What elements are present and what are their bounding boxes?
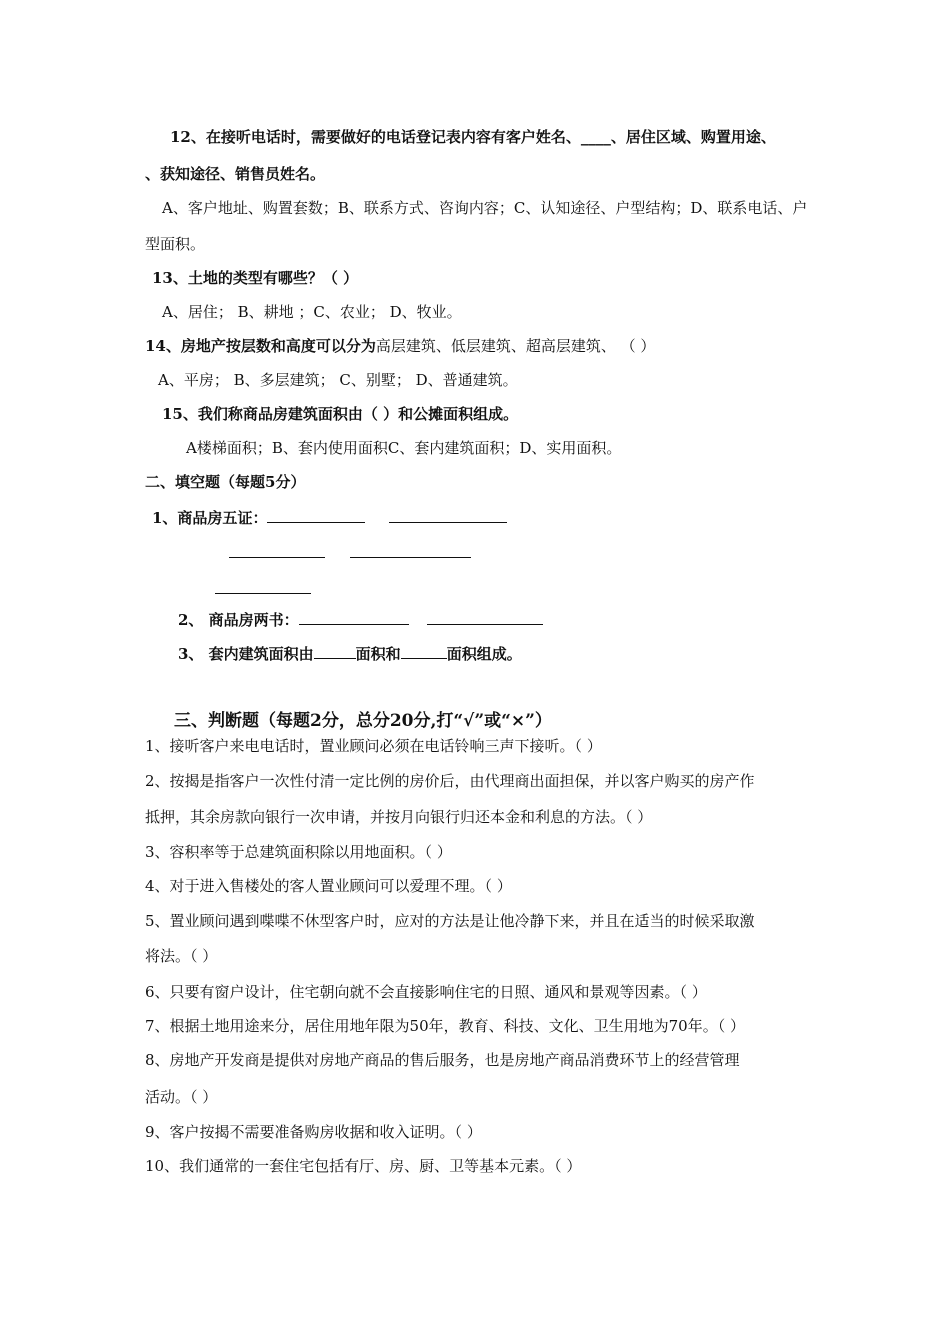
q12-line1: 12、在接听电话时，需要做好的电话登记表内容有客户姓名、____、居住区域、购置用途、: [170, 128, 776, 146]
blank-9: [401, 644, 447, 659]
q15-options: A楼梯面积；B、套内使用面积C、套内建筑面积；D、实用面积。: [186, 439, 622, 457]
blank-1: [267, 508, 365, 523]
tf-line-8: 6、只要有窗户设计，住宅朝向就不会直接影响住宅的日照、通风和景观等因素。（ ）: [145, 983, 707, 1001]
fill-q1: [152, 508, 507, 528]
q14-question-rest: 高层建筑、低层建筑、超高层建筑、 （ ）: [375, 337, 656, 355]
q13-options: A、居住； B、耕地 ；C、农业； D、牧业。: [162, 303, 462, 321]
tf-line-5: 4、对于进入售楼处的客人置业顾问可以爱理不理。（ ）: [145, 877, 512, 895]
q13-question: 13、土地的类型有哪些？（ ）: [152, 269, 359, 287]
q14-question: [145, 336, 655, 356]
blank-3: [229, 543, 325, 558]
blank-7: [427, 610, 543, 625]
blank-2: [389, 508, 507, 523]
q12-line2: 、获知途径、销售员姓名。: [145, 165, 326, 183]
tf-line-10: 8、房地产开发商是提供对房地产商品的售后服务，也是房地产商品消费环节上的经营管理: [145, 1051, 740, 1069]
tf-line-3: 抵押，其余房款向银行一次申请，并按月向银行归还本金和利息的方法。（ ）: [145, 808, 653, 826]
fill-q1-label: 1、商品房五证：: [152, 509, 268, 527]
fill-q3-part3: 面积组成。: [446, 645, 522, 663]
tf-line-12: 9、客户按揭不需要准备购房收据和收入证明。（ ）: [145, 1123, 482, 1141]
tf-line-13: 10、我们通常的一套住宅包括有厅、房、厨、卫等基本元素。（ ）: [145, 1157, 582, 1175]
tf-line-4: 3、容积率等于总建筑面积除以用地面积。（ ）: [145, 843, 452, 861]
section3-title: 三、判断题（每题2分，总分20分,打“√”或“×”）: [174, 711, 552, 731]
fill-q3-part1: 3、 套内建筑面积由: [178, 645, 314, 663]
tf-line-1: 1、接听客户来电电话时，置业顾问必须在电话铃响三声下接听。（ ）: [145, 737, 602, 755]
q12-options-line2: 型面积。: [145, 235, 206, 253]
fill-q3: [178, 644, 522, 664]
q14-question-bold: 14、房地产按层数和高度可以分为: [145, 337, 376, 355]
tf-line-9: 7、根据土地用途来分，居住用地年限为50年，教育、科技、文化、卫生用地为70年。（ ）: [145, 1017, 745, 1035]
tf-line-7: 将法。（ ）: [145, 947, 218, 965]
tf-line-2: 2、按揭是指客户一次性付清一定比例的房价后，由代理商出面担保，并以客户购买的房产作: [145, 772, 755, 790]
tf-line-6: 5、置业顾问遇到喋喋不休型客户时，应对的方法是让他冷静下来，并且在适当的时候采取激: [145, 912, 755, 930]
blank-4: [350, 543, 471, 558]
section2-title: 二、填空题（每题5分）: [145, 473, 306, 491]
q12-options-line1: A、客户地址、购置套数；B、联系方式、咨询内容；C、认知途径、户型结构；D、联系电话、户: [162, 199, 808, 217]
blank-8: [314, 644, 356, 659]
q14-options: A、平房； B、多层建筑； C、别墅； D、普通建筑。: [158, 371, 518, 389]
fill-q3-part2: 面积和: [355, 645, 401, 663]
tf-line-11: 活动。（ ）: [145, 1088, 218, 1106]
q15-question: 15、我们称商品房建筑面积由（ ）和公摊面积组成。: [162, 405, 519, 423]
blank-6: [299, 610, 409, 625]
blank-5: [215, 579, 311, 594]
fill-q2: [178, 610, 543, 630]
fill-q2-label: 2、 商品房两书：: [178, 611, 299, 629]
